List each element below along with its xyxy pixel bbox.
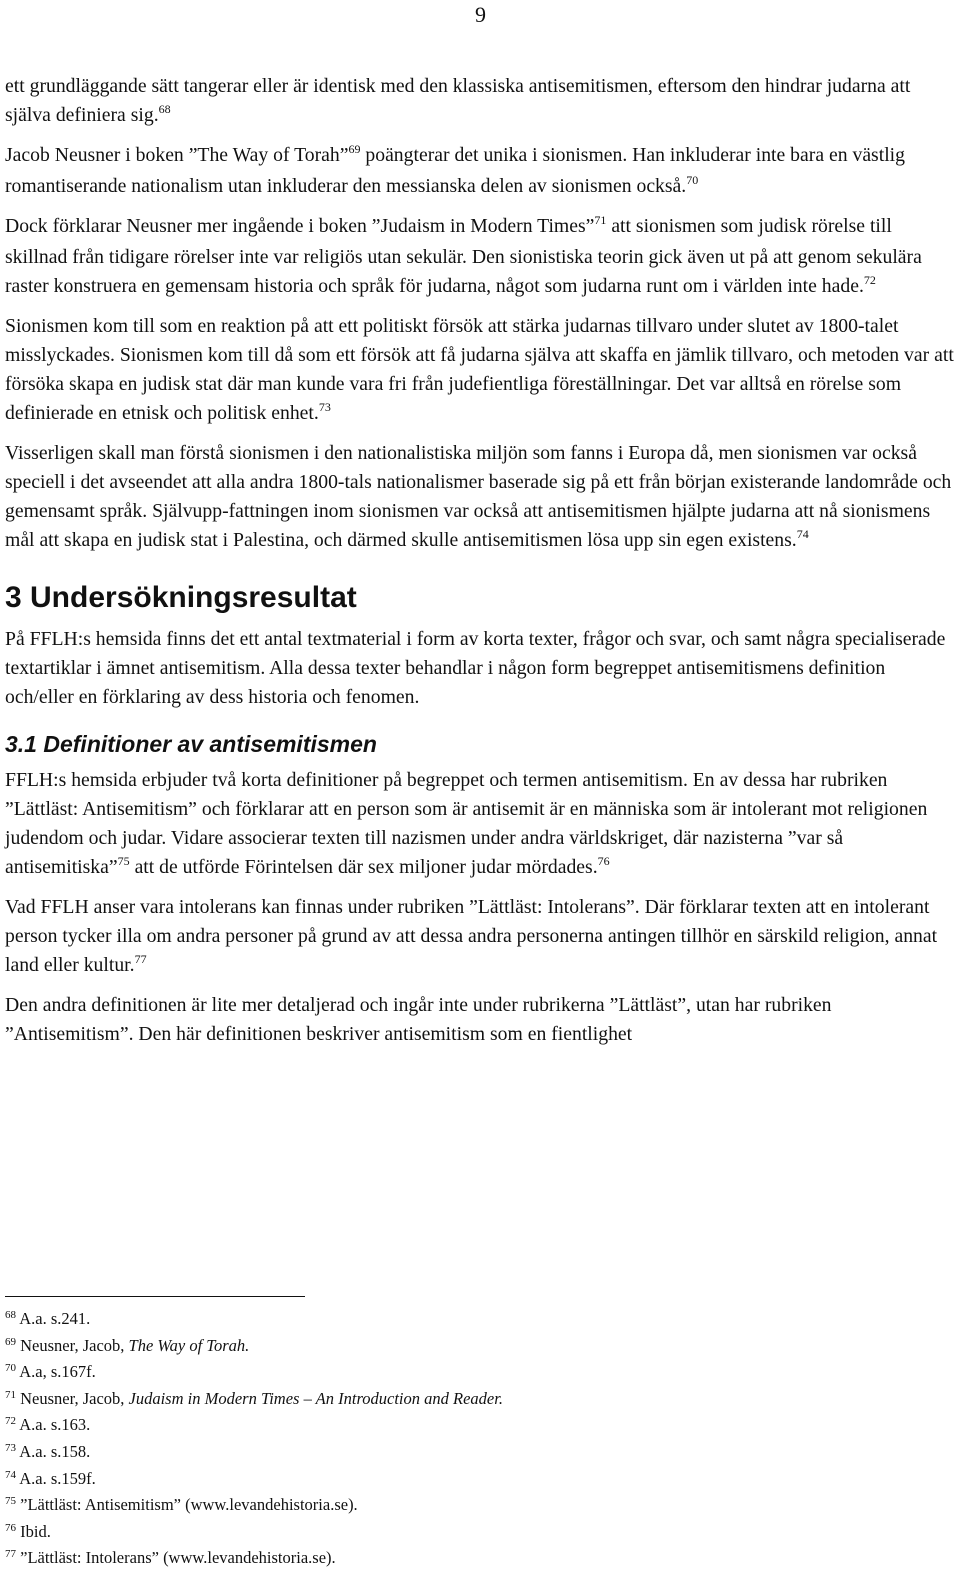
footnote-text: Neusner, Jacob, (20, 1335, 129, 1355)
paragraph-text: FFLH:s hemsida erbjuder två korta definitioner på begreppet och termen antisemitism. En av dessa har rubriken ”Lättläst: Antisemitism” och förklarar att en person som är antisemit är en människa som är intolerant mot religionen judendom och judar. Vidare associerar texten till nazismen under andra världskriget, där nazisterna ”var så antisemitiska” (5, 769, 928, 878)
footnote-ref: 73 (318, 400, 331, 414)
footnote (5, 1334, 955, 1361)
footnote (5, 1360, 955, 1387)
paragraph-text: På FFLH:s hemsida finns det ett antal textmaterial i form av korta texter, frågor och svar, och samt några specialiserade textartiklar i ämnet antisemitism. Alla dessa texter behandlar i någon form begreppet antisemitismens definition och/eller en förklaring av dess historia och fenomen. (5, 628, 946, 708)
footnote-text: A.a. s.163. (19, 1415, 91, 1435)
footnote (5, 1520, 955, 1547)
paragraph (5, 141, 955, 203)
paragraph-text: Sionismen kom till som en reaktion på att ett politiskt försök att stärka judarnas tillvaro under slutet av 1800-talet misslyckades. Sionismen kom till då som ett försök att få judarna själva att skaffa en jämlik tillvaro, och metoden var att försöka skapa en judisk stat där man kunde vara fri från judefientliga föreställningar. Det var alltså en rörelse som definierade en etnisk och politisk enhet. (5, 315, 954, 424)
footnote-title: Judaism in Modern Times – An Introduction and Reader. (128, 1388, 503, 1408)
footnote-number: 74 (5, 1468, 16, 1481)
footnote-ref: 68 (158, 102, 171, 116)
paragraph-text: Visserligen skall man förstå sionismen i den nationalistiska miljön som fanns i Europa då, men sionismen var också speciell i det avseendet att alla andra 1800-tals nationalismer baserade sig på ett från början existerande landområde och gemensamt språk. Självupp-fattningen inom sionismen var också att antisemitismen hjälpte judarna att nå sionismens mål att skapa en judisk stat i Palestina, och därmed skulle antisemitismen lösa upp sin egen existens. (5, 442, 952, 551)
footnote-text: A.a. s.158. (19, 1441, 91, 1461)
paragraph (5, 439, 955, 557)
footnote (5, 1307, 955, 1334)
footnote-text: ”Lättläst: Intolerans” (www.levandehistoria.se). (20, 1548, 336, 1568)
footnote-title: The Way of Torah. (128, 1335, 250, 1355)
footnote-text: A.a. s.159f. (19, 1468, 96, 1488)
footnote-list (5, 1307, 955, 1573)
footnote-number: 70 (5, 1362, 16, 1375)
paragraph (5, 212, 955, 303)
footnote-number: 75 (5, 1495, 16, 1508)
footnote-number: 71 (5, 1388, 16, 1401)
footnote-ref: 74 (796, 527, 809, 541)
paragraph-text: att sionismen som judisk rörelse till skillnad från tidigare rörelser inte var religiös utan sekulär. Den sionistiska teorin gick även ut på att genom sekulära raster konstruera en gemensam historia och språk för judarna, något som judarna runt om i världen inte hade. (5, 215, 922, 297)
footnote-number: 77 (5, 1548, 16, 1561)
paragraph-text: Den andra definitionen är lite mer detaljerad och ingår inte under rubrikerna ”Lättläst”, utan har rubriken ”Antisemitism”. Den här definitionen beskriver antisemitism som en fientlighet (5, 994, 832, 1045)
paragraph (5, 893, 955, 982)
section-heading: 3 Undersökningsresultat (5, 581, 357, 614)
footnote-number: 73 (5, 1441, 16, 1454)
footnote (5, 1413, 955, 1440)
footnote-ref: 71 (594, 213, 607, 227)
paragraph-text: poängterar det unika i sionismen. Han inkluderar inte bara en västlig romantiserande nationalism utan inkluderar den messianska delen av sionismen också. (5, 144, 905, 197)
footnote-ref: 69 (348, 142, 361, 156)
footnote (5, 1387, 955, 1414)
footnote-number: 69 (5, 1335, 16, 1348)
paragraph (5, 312, 955, 430)
footnotes (5, 1296, 955, 1573)
footnote-number: 72 (5, 1415, 16, 1428)
page-body (5, 72, 955, 1058)
paragraph-text: Vad FFLH anser vara intolerans kan finnas under rubriken ”Lättläst: Intolerans”. Där förklarar texten att en intolerant person tycker illa om andra personer på grund av att dessa andra personerna antingen tillhör en särskild religion, annat land eller kultur. (5, 896, 938, 976)
footnote-number: 68 (5, 1309, 16, 1321)
footnote-text: Ibid. (20, 1521, 51, 1541)
paragraph (5, 625, 955, 712)
page-number: 9 (475, 2, 486, 27)
paragraph (5, 72, 955, 132)
paragraph-text: Dock förklarar Neusner mer ingående i boken ”Judaism in Modern Times” (5, 215, 595, 237)
paragraph (5, 991, 955, 1049)
footnote-ref: 70 (686, 173, 699, 187)
footnote (5, 1440, 955, 1467)
footnote-text: ”Lättläst: Antisemitism” (www.levandehistoria.se). (20, 1495, 358, 1515)
footnote (5, 1546, 955, 1573)
footnote-number: 76 (5, 1521, 16, 1534)
footnote-text: A.a, s.167f. (19, 1362, 96, 1382)
subsection-heading: 3.1 Definitioner av antisemitismen (5, 731, 377, 757)
footnote-ref: 72 (863, 273, 876, 287)
footnote (5, 1493, 955, 1520)
paragraph (5, 766, 955, 884)
footnote-separator (5, 1296, 305, 1297)
footnote-text: A.a. s.241. (19, 1309, 91, 1328)
paragraph-text: ett grundläggande sätt tangerar eller är identisk med den klassiska antisemitismen, eftersom den hindrar judarna att själva definiera sig. (5, 75, 911, 126)
footnote-ref: 76 (597, 854, 610, 868)
footnote-ref: 77 (134, 952, 147, 966)
footnote-ref: 75 (117, 854, 130, 868)
paragraph-text: Jacob Neusner i boken ”The Way of Torah” (5, 144, 349, 166)
paragraph-text: att de utförde Förintelsen där sex miljoner judar mördades. (129, 856, 598, 878)
footnote (5, 1467, 955, 1494)
footnote-text: Neusner, Jacob, (20, 1388, 129, 1408)
